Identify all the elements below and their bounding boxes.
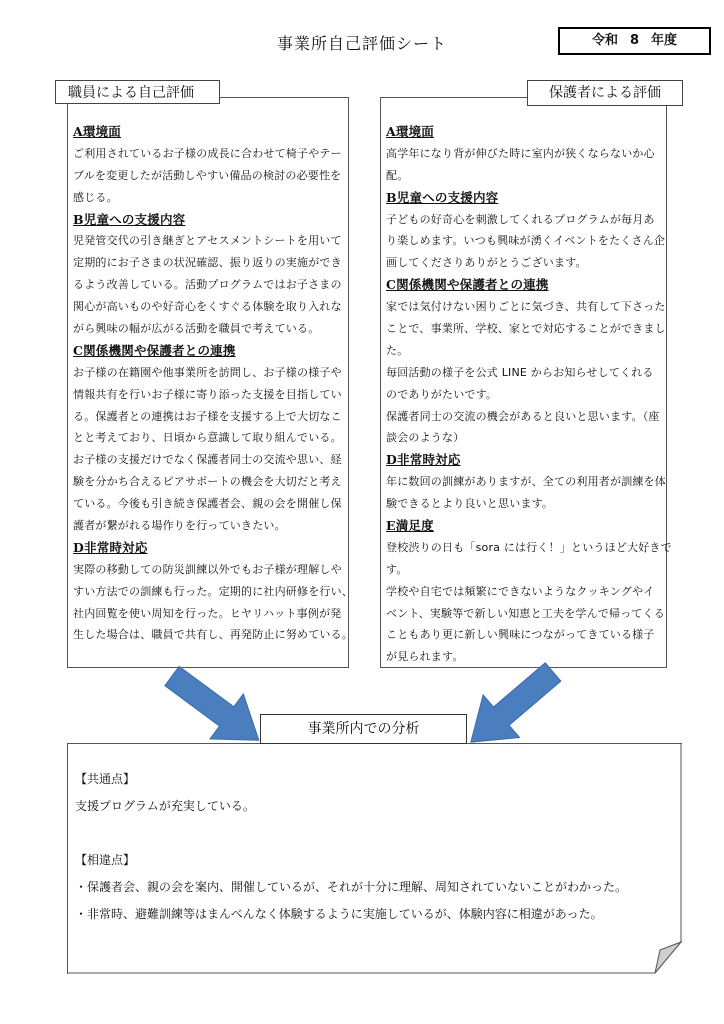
section-heading: B児童への支援内容 (386, 189, 499, 205)
section-text-line: こともあり更に新しい興味につながってきている様子 (386, 628, 655, 642)
section-text-line: 毎回活動の様子を公式 LINE からお知らせしてくれる (386, 365, 654, 379)
section-heading: C関係機関や保護者との連携 (73, 342, 236, 358)
section-heading: E満足度 (386, 518, 434, 534)
staff-evaluation-label: 職員による自己評価 (55, 80, 220, 104)
section-text-line: 家では気付けない困りごとに気づき、共有して下さった (386, 300, 666, 314)
section-text-line: とと考えており、日頃から意識して取り組んでいる。 (73, 431, 342, 445)
section-text-line: 年に数回の訓練がありますが、全ての利用者が訓練を体 (386, 475, 666, 489)
analysis-line: ・保護者会、親の会を案内、開催しているが、それが十分に理解、周知されていないことがわかった。 (75, 880, 628, 894)
section-text-line: 実際の移動しての防災訓練以外でもお子様が理解しや (73, 562, 342, 576)
section-text-line: す。 (386, 562, 408, 576)
section-text-line: 子どもの好奇心を刺激してくれるプログラムが毎月あ (386, 212, 655, 226)
analysis-line: ・非常時、避難訓練等はまんべんなく体験するように実施しているが、体験内容に相違があった。 (75, 907, 603, 921)
analysis-line: 支援プログラムが充実している。 (75, 799, 255, 813)
analysis-line: 【共通点】 (75, 772, 136, 786)
section-text-line: 登校渋りの日も「sora には行く！」というほど大好きで (386, 540, 672, 554)
year-value: 8 (629, 33, 640, 48)
section-text-line: がら興味の幅が広がる活動を職員で考えている。 (73, 322, 320, 336)
section-text-line: た。 (386, 343, 409, 357)
section-heading: D非常時対応 (73, 539, 148, 555)
section-text-line: ことで、事業所、学校、家とで対応することができまし (386, 322, 666, 336)
guardian-evaluation-label: 保護者による評価 (527, 80, 683, 106)
section-text-line: お子様の在籍園や他事業所を訪問し、お子様の様子や (73, 365, 342, 379)
era-label: 令和 (591, 33, 618, 48)
section-heading: A環境面 (73, 124, 121, 139)
section-heading: D非常時対応 (386, 452, 461, 468)
section-text-line: 社内回覧を使い周知を行った。ヒヤリハット事例が発 (73, 606, 342, 620)
analysis-label: 事業所内での分析 (260, 714, 467, 744)
section-text-line: 験を分かち合えるピアサポートの機会を大切だと考え (73, 475, 342, 489)
section-text-line: 情報共有を行いお子様に寄り添った支援を目指してい (73, 387, 342, 401)
page-title: 事業所自己評価シート (276, 34, 447, 53)
year-suffix: 年度 (651, 33, 678, 48)
section-text-line: ている。今後も引き続き保護者会、親の会を開催し保 (73, 497, 342, 511)
section-text-line: 感じる。 (73, 190, 118, 204)
section-text-line: るよう改善している。活動プログラムではお子さまの (73, 278, 342, 292)
section-text-line: り楽しめます。いつも興味が湧くイベントをたくさん企 (386, 234, 666, 248)
section-text-line: 定期的にお子さまの状況確認、振り返りの実施ができ (73, 256, 342, 270)
analysis-line: 【相違点】 (75, 853, 136, 867)
section-text-line: 保護者同士の交流の機会があると良いと思います。（座 (386, 409, 660, 423)
section-text-line: 関心が高いものや好奇心をくすぐる体験を取り入れな (73, 300, 342, 314)
section-text-line: 画してくださりありがとうございます。 (386, 256, 587, 270)
analysis-line (75, 820, 627, 847)
section-text-line: 高学年になり背が伸びた時に室内が狭くならないか心 (386, 146, 655, 160)
section-text-line: すい方法での訓練も行った。定期的に社内研修を行い、 (73, 584, 353, 598)
section-text-line: お子様の支援だけでなく保護者同士の交流や思い、経 (73, 453, 342, 467)
section-text-line: 生した場合は、職員で共有し、再発防止に努めている。 (73, 628, 353, 642)
section-text-line: 護者が繋がれる場作りを行っていきたい。 (73, 519, 286, 533)
analysis-content (75, 766, 627, 928)
section-text-line: ご利用されているお子様の成長に合わせて椅子やテー (73, 146, 342, 160)
section-text-line: る。保護者との連携はお子様を支援する上で大切なこ (73, 409, 342, 423)
section-text-line: 配。 (386, 168, 409, 182)
section-text-line: 学校や自宅では頻繁にできないようなクッキングやイ (386, 584, 655, 598)
section-text-line: ブルを変更したが活動しやすい備品の検討の必要性を (73, 168, 342, 182)
section-text-line: ベント、実験等で新しい知恵と工夫を学んで帰ってくる (386, 606, 666, 620)
section-heading: C関係機関や保護者との連携 (386, 277, 549, 293)
section-text-line: が見られます。 (386, 650, 464, 664)
section-text-line: のでありがたいです。 (386, 387, 498, 401)
section-text-line: 験できるとより良いと思います。 (386, 497, 554, 511)
section-text-line: 談会のような） (386, 431, 465, 445)
section-text-line: 児発管交代の引き継ぎとアセスメントシートを用いて (73, 234, 342, 248)
section-heading: A環境面 (386, 124, 434, 139)
section-heading: B児童への支援内容 (73, 211, 186, 227)
